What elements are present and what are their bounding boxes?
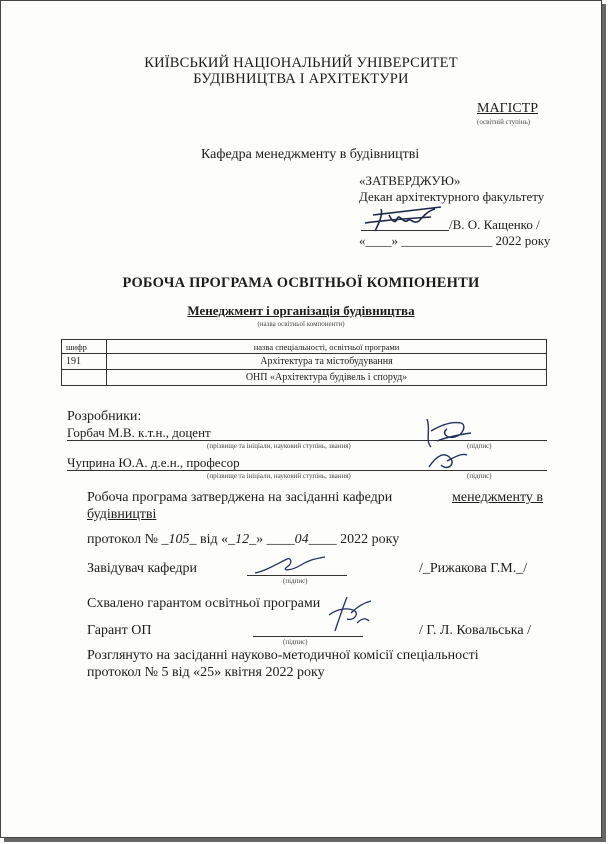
- table-header-row: [62, 340, 547, 354]
- table-row: [62, 354, 547, 370]
- university-name-line2: БУДІВНИЦТВА І АРХІТЕКТУРИ: [193, 71, 409, 87]
- table-cell-name: Архітектура та містобудування: [107, 354, 547, 370]
- table-header-name: назва спеціальності, освітньої програми: [107, 340, 547, 354]
- head-signature-line: [247, 575, 347, 576]
- degree-caption: (освітній ступінь): [477, 118, 531, 126]
- commission-line2: протокол № 5 від «25» квітня 2022 року: [87, 665, 325, 680]
- developer-sign-caption: (підпис): [467, 472, 492, 480]
- component-caption: (назва освітньої компоненти): [257, 320, 345, 328]
- approval-text-department: менеджменту в: [452, 490, 543, 505]
- dean-name: /В. О. Кащенко /: [449, 217, 540, 232]
- protocol-day: 12: [235, 532, 250, 547]
- approval-text-line1: [87, 490, 543, 506]
- specialty-table: [61, 339, 547, 386]
- guarantor-name: / Г. Л. Ковальська /: [419, 623, 531, 638]
- protocol-month: 04: [294, 532, 309, 547]
- approval-date-line: «____» ______________ 2022 року: [359, 233, 551, 248]
- protocol-label: протокол №: [87, 532, 158, 547]
- developer-caption: (прізвище та ініціали, науковий ступінь, звання): [207, 442, 351, 450]
- head-label: Завідувач кафедри: [87, 561, 197, 576]
- guarantor-signature-icon: [317, 593, 377, 637]
- dean-signature-icon: [361, 201, 461, 237]
- table-cell-name: ОНП «Архітектура будівель і споруд»: [107, 370, 547, 386]
- table-cell-code: [62, 370, 107, 386]
- commission-line1: Розглянуто на засіданні науково-методичної комісії спеціальності: [87, 648, 479, 663]
- approval-text-line2: будівництві: [87, 507, 157, 522]
- head-name: /_Рижакова Г.М._/: [419, 561, 528, 576]
- approve-word: «ЗАТВЕРДЖУЮ»: [359, 173, 461, 188]
- developer-line: [67, 470, 547, 471]
- developer-name: Горбач М.В. к.т.н., доцент: [67, 425, 211, 440]
- program-title: РОБОЧА ПРОГРАМА ОСВІТНЬОЇ КОМПОНЕНТИ: [122, 275, 480, 291]
- component-name: Менеджмент і організація будівництва: [187, 303, 415, 318]
- head-sign-caption: (підпис): [283, 577, 308, 585]
- guarantor-approved: Схвалено гарантом освітньої програми: [87, 596, 321, 611]
- degree-value: МАГІСТР: [477, 101, 538, 116]
- developer-name: Чуприна Ю.А. д.е.н., професор: [67, 455, 240, 470]
- developer-caption: (прізвище та ініціали, науковий ступінь, звання): [207, 472, 351, 480]
- table-header-code: шифр: [62, 340, 107, 354]
- protocol-line: протокол № _105_ від «_12_» ____04____ 2022 року: [87, 532, 400, 547]
- dean-title: Декан архітектурного факультету: [359, 189, 545, 204]
- protocol-year: 2022 року: [340, 532, 400, 547]
- dean-signature-line: [361, 230, 449, 231]
- approval-text-start: Робоча програма затверджена на засіданні кафедри: [87, 490, 393, 505]
- protocol-from: від «: [200, 532, 229, 547]
- guarantor-signature-line: [253, 636, 363, 637]
- protocol-close: »: [256, 532, 264, 547]
- table-row: [62, 370, 547, 386]
- developer-signature-icon: [421, 445, 471, 475]
- department-name: Кафедра менеджменту в будівництві: [201, 147, 420, 162]
- guarantor-sign-caption: (підпис): [283, 638, 308, 646]
- developer-sign-caption: (підпис): [467, 442, 492, 450]
- university-name-line1: КИЇВСЬКИЙ НАЦІОНАЛЬНИЙ УНІВЕРСИТЕТ: [144, 55, 458, 71]
- guarantor-label: Гарант ОП: [87, 623, 152, 638]
- protocol-number: 105: [168, 532, 190, 547]
- table-cell-code: 191: [62, 354, 107, 370]
- developers-label: Розробники:: [67, 409, 142, 424]
